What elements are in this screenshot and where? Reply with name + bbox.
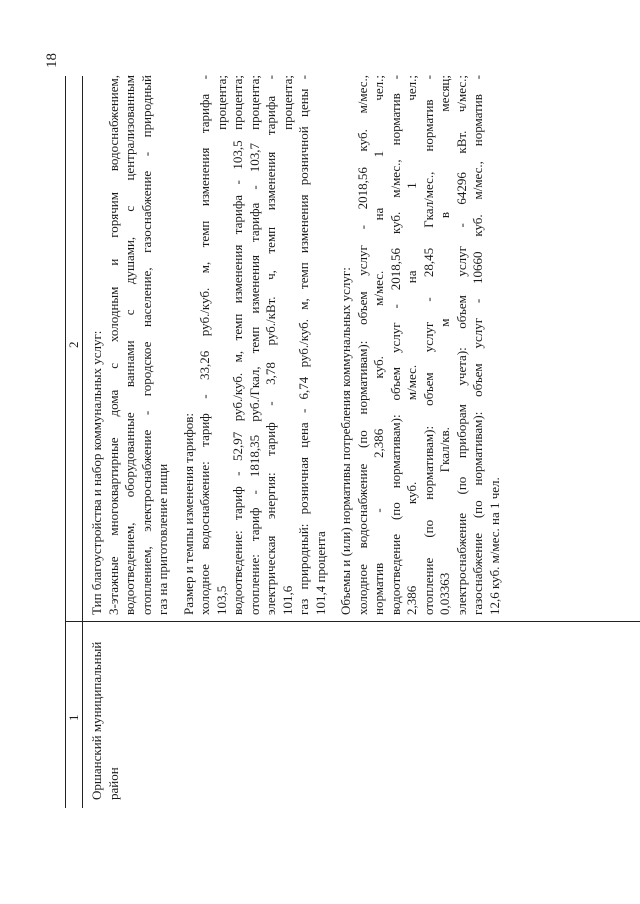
text-line: электроснабжение (по приборам учета): объем услуг - 64296 кВт. ч/мес.;	[453, 75, 469, 615]
text-line: водоотведение (по нормативам): объем услуг - 2018,56 куб. м/мес., норматив -	[387, 75, 403, 615]
text-line: 2,386 куб. м/мес. на 1 чел.;	[404, 75, 419, 615]
text-line: отоплением, электроснабжение - городское население, газоснабжение - природный	[138, 75, 154, 615]
page-number: 18	[44, 53, 60, 68]
district-line: район	[105, 767, 121, 800]
text-line: газ природный: розничная цена - 6,74 руб./куб. м, темп изменения розничной цены -	[296, 75, 311, 615]
column-divider	[65, 621, 640, 622]
text-line: Тип благоустройства и набор коммунальных услуг:	[89, 330, 104, 615]
text-line: водоотведением, оборудованные ваннами с душами, с централизованным	[122, 75, 137, 615]
consumption-norms-block	[338, 75, 503, 615]
services-cell	[89, 75, 512, 615]
tariffs-block	[181, 75, 330, 615]
header-row-border	[82, 76, 83, 808]
column-header-1: 1	[66, 714, 81, 721]
district-cell	[89, 630, 122, 800]
text-line: 0,03363 Гкал/кв. м в месяц;	[437, 75, 452, 615]
text-line: водоотведение: тариф - 52,97 руб./куб. м, темп изменения тарифа - 103,5 процента;	[230, 75, 245, 615]
text-line: Объемы и (или) нормативы потребления коммунальных услуг:	[338, 267, 353, 615]
text-line: 101,6 процента;	[279, 75, 295, 615]
text-line: норматив - 2,386 куб. м/мес. на 1 чел.;	[371, 75, 386, 615]
text-line: электрическая энергия: тариф - 3,78 руб./кВт. ч, темп изменения тарифа -	[263, 75, 278, 615]
table-top-border	[65, 76, 66, 808]
text-line: холодное водоснабжение: тариф - 33,26 руб./куб. м, темп изменения тарифа -	[197, 75, 212, 615]
text-line: Размер и темпы изменения тарифов:	[180, 412, 196, 615]
text-line: 101,4 процента	[312, 531, 328, 615]
district-line: Оршанский муниципальный	[89, 641, 104, 800]
text-line: 12,6 куб. м/мес. на 1 чел.	[486, 477, 502, 615]
utility-types-block	[89, 75, 172, 615]
text-line: отопление: тариф - 1818,35 руб./Гкал, темп изменения тарифа - 103,7 процента;	[246, 75, 262, 615]
text-line: отопление (по нормативам): объем услуг - 28,45 Гкал/мес., норматив -	[420, 75, 436, 615]
text-line: холодное водоснабжение (по нормативам): объем услуг - 2018,56 куб. м/мес.,	[354, 75, 370, 615]
text-line: газ на приготовление пищи	[155, 463, 170, 615]
column-header-2: 2	[66, 341, 81, 348]
text-line: 3-этажные многоквартирные дома с холодным и горячим водоснабжением,	[105, 75, 121, 615]
text-line: 103,5 процента;	[213, 75, 229, 615]
text-line: газоснабжение (по нормативам): объем услуг - 10660 куб. м/мес., норматив -	[470, 75, 485, 615]
